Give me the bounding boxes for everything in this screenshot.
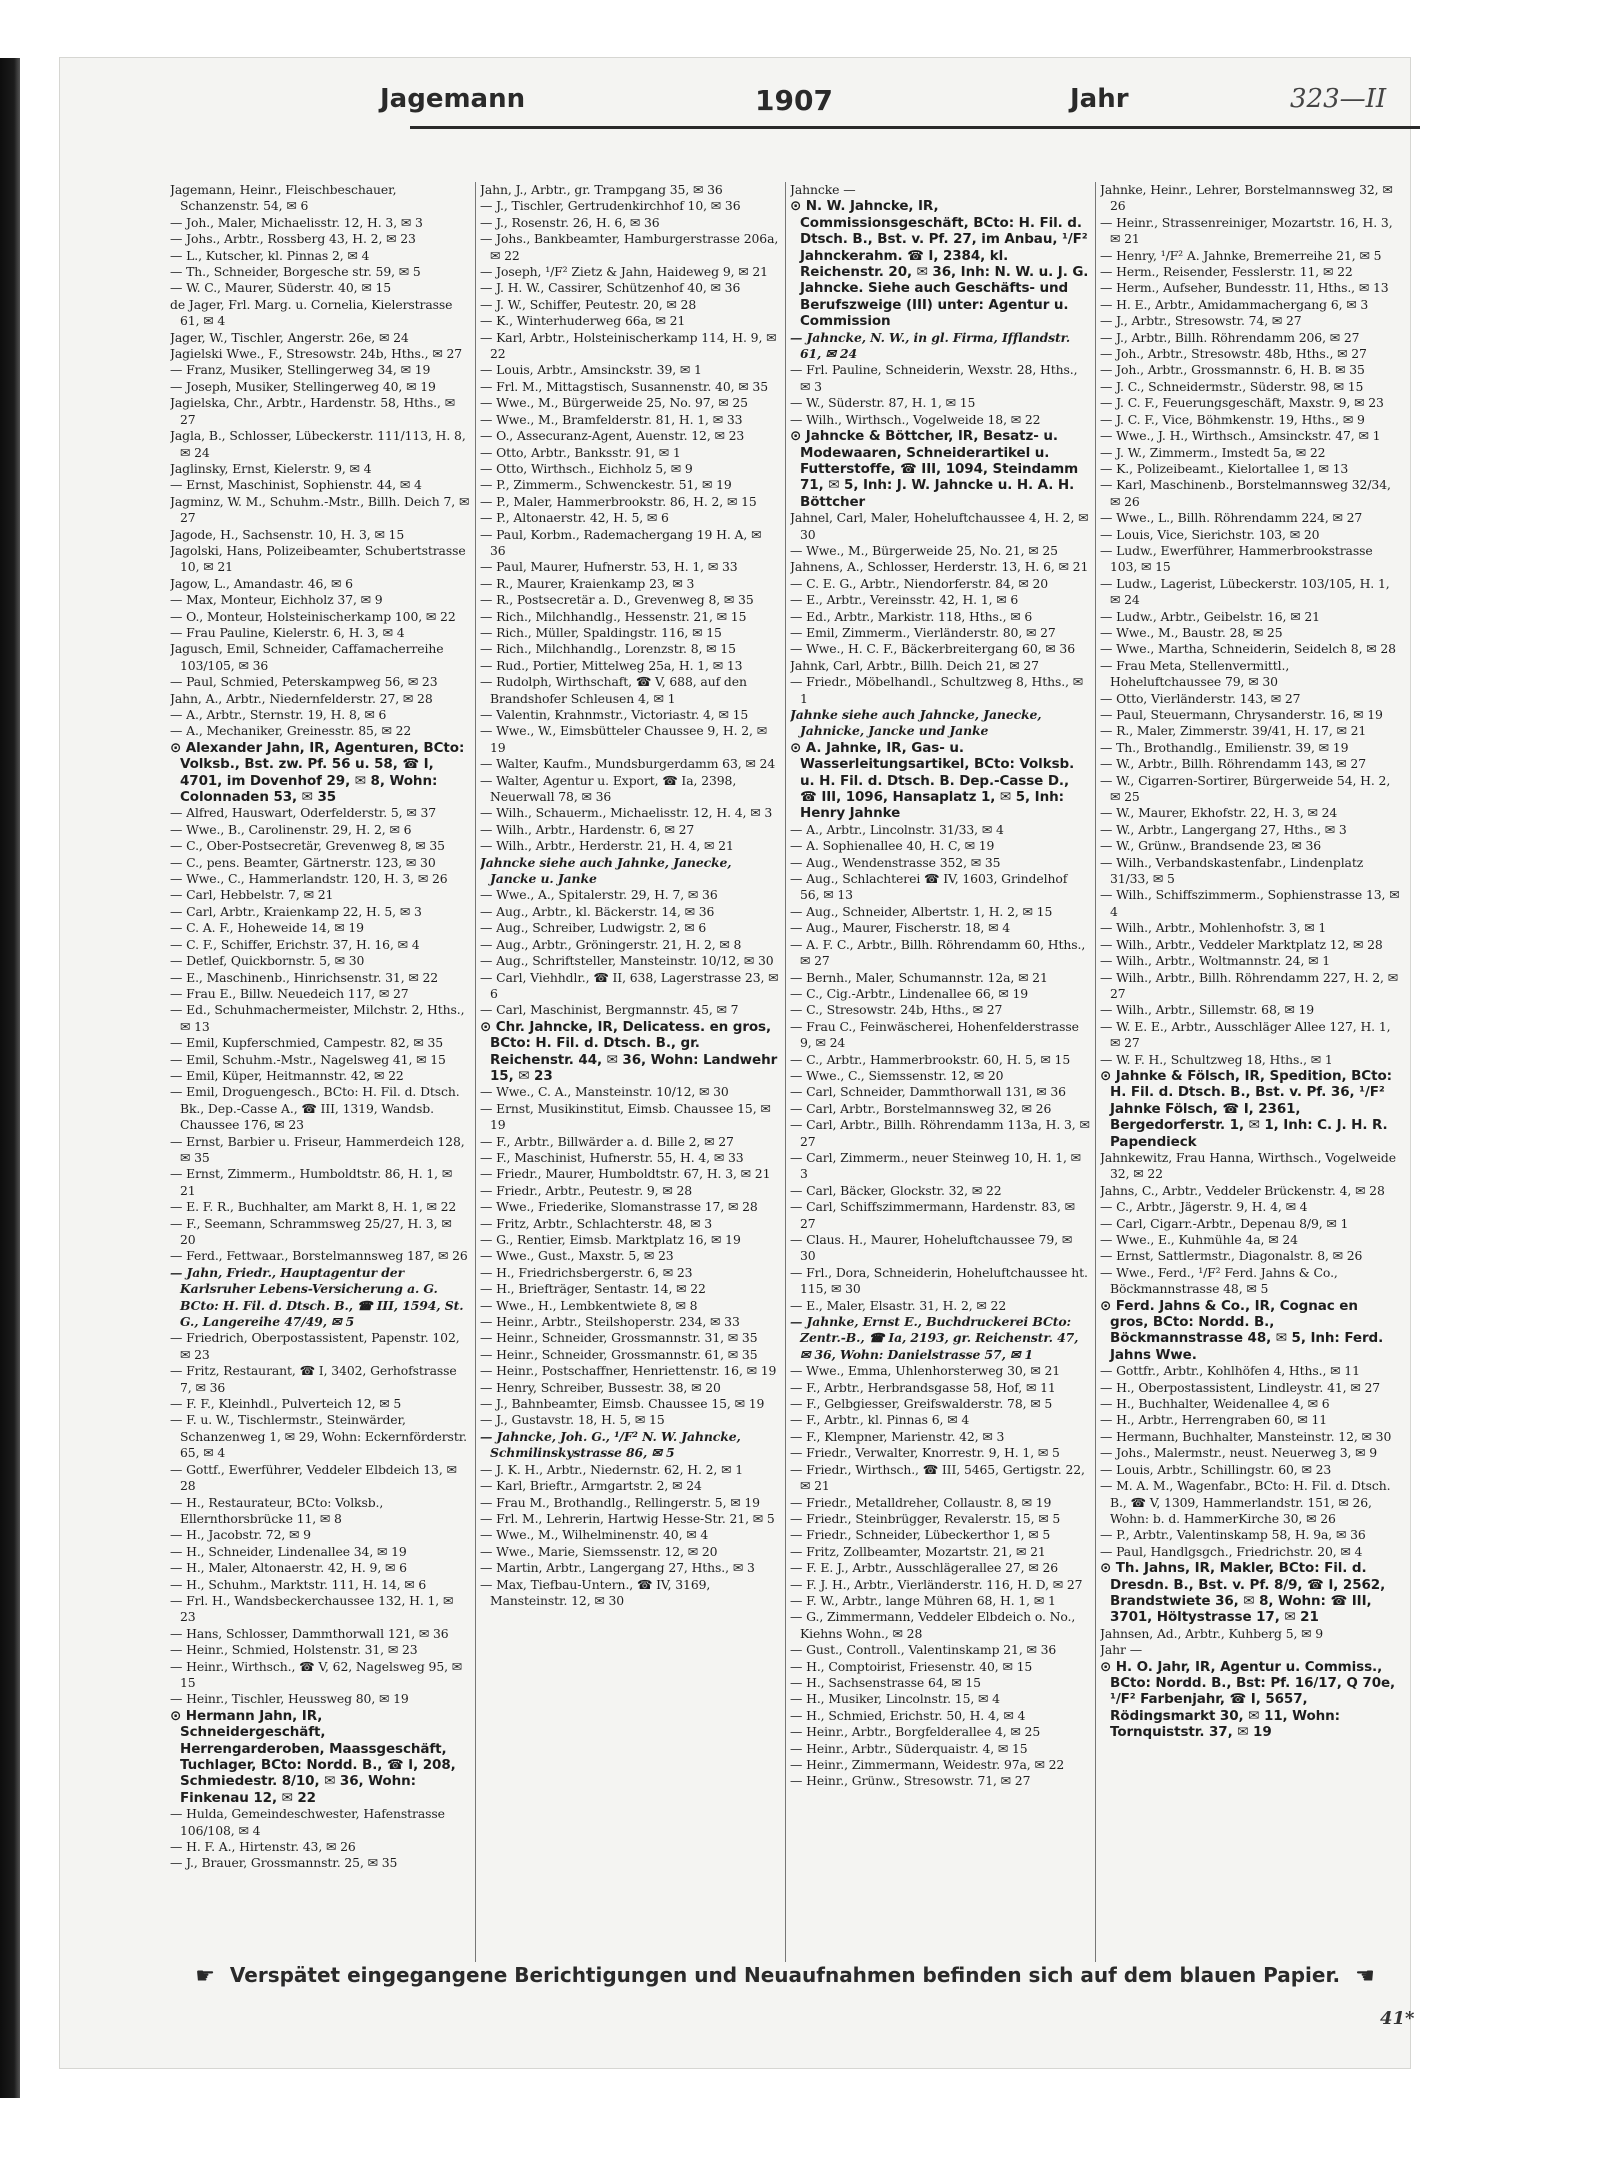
directory-entry: — Frau Pauline, Kielerstr. 6, H. 3, ✉ 4: [170, 624, 405, 640]
directory-entry: Jagolski, Hans, Polizeibeamter, Schubertstrasse 10, ✉ 21: [170, 542, 466, 575]
directory-entry: — Carl, Schneider, Dammthorwall 131, ✉ 36: [790, 1084, 1066, 1100]
directory-entry: — H., Schneider, Lindenallee 34, ✉ 19: [170, 1543, 407, 1559]
directory-entry: — J. C. F., Feuerungsgeschäft, Maxstr. 9, ✉ 23: [1100, 395, 1384, 411]
directory-entry: — Wwe., M., Bürgerweide 25, No. 97, ✉ 25: [480, 395, 748, 411]
directory-entry: Jahnkewitz, Frau Hanna, Wirthsch., Vogelweide 32, ✉ 22: [1100, 1149, 1396, 1182]
directory-entry: — F., Klempner, Marienstr. 42, ✉ 3: [790, 1428, 1005, 1444]
directory-entry: — F., Arbtr., Billwärder a. d. Bille 2, ✉ 27: [480, 1133, 734, 1149]
directory-entry: — Friedr., Wirthsch., ☎ III, 5465, Gertigstr. 22, ✉ 21: [790, 1461, 1085, 1494]
directory-entry: Jahnens, A., Schlosser, Herderstr. 13, H. 6, ✉ 21: [790, 559, 1089, 575]
directory-entry: — Otto, Vierländerstr. 143, ✉ 27: [1100, 690, 1301, 706]
directory-entry: — H., Jacobstr. 72, ✉ 9: [170, 1527, 311, 1543]
directory-entry: — Wwe., C., Hammerlandstr. 120, H. 3, ✉ 26: [170, 871, 448, 887]
directory-entry: — Emil, Zimmerm., Vierländerstr. 80, ✉ 27: [790, 624, 1056, 640]
directory-entry: — Wwe., M., Wilhelminenstr. 40, ✉ 4: [480, 1527, 709, 1543]
directory-entry: — W., Maurer, Ekhofstr. 22, H. 3, ✉ 24: [1100, 805, 1338, 821]
directory-entry: — Wilh., Arbtr., Hardenstr. 6, ✉ 27: [480, 821, 695, 837]
directory-entry: — J., Rosenstr. 26, H. 6, ✉ 36: [480, 214, 660, 230]
directory-entry: — Herm., Aufseher, Bundesstr. 11, Hths., ✉ 13: [1100, 280, 1389, 296]
directory-entry: — Paul, Korbm., Rademachergang 19 H. A, ✉ 36: [480, 526, 762, 558]
directory-entry: — K., Polizeibeamt., Kielortallee 1, ✉ 13: [1100, 460, 1349, 476]
directory-entry: — Wwe., Gust., Maxstr. 5, ✉ 23: [480, 1248, 674, 1264]
scan-dark-edge: [0, 58, 20, 2098]
directory-entry: — F., Arbtr., kl. Pinnas 6, ✉ 4: [790, 1412, 970, 1428]
directory-entry: — Ludw., Ewerführer, Hammerbrookstrasse 103, ✉ 15: [1100, 542, 1373, 575]
directory-entry: Jagode, H., Sachsenstr. 10, H. 3, ✉ 15: [170, 526, 405, 542]
directory-entry: — Ernst, Maschinist, Sophienstr. 44, ✉ 4: [170, 477, 422, 493]
directory-entry: — F., Gelbgiesser, Greifswalderstr. 78, ✉ 5: [790, 1396, 1053, 1412]
directory-entry: — Rud., Portier, Mittelweg 25a, H. 1, ✉ 13: [480, 657, 743, 673]
directory-entry: Jaglinsky, Ernst, Kielerstr. 9, ✉ 4: [170, 460, 372, 476]
directory-entry: — H., Comptoirist, Friesenstr. 40, ✉ 15: [790, 1658, 1033, 1674]
column-divider: [475, 182, 476, 1962]
directory-entry: — Franz, Musiker, Stellingerweg 34, ✉ 19: [170, 362, 431, 378]
directory-entry: — Heinr., Tischler, Heussweg 80, ✉ 19: [170, 1691, 409, 1707]
directory-entry: — W. F. H., Schultzweg 18, Hths., ✉ 1: [1100, 1051, 1333, 1067]
directory-entry: Jahn, A., Arbtr., Niedernfelderstr. 27, ✉ 28: [170, 690, 433, 706]
directory-entry: — H., Oberpostassistent, Lindleystr. 41, ✉ 27: [1100, 1379, 1381, 1395]
directory-entry: — H., Schuhm., Marktstr. 111, H. 14, ✉ 6: [170, 1576, 427, 1592]
directory-entry: — Martin, Arbtr., Langergang 27, Hths., ✉ 3: [480, 1560, 755, 1576]
directory-entry: — Friedr., Metalldreher, Collaustr. 8, ✉ 19: [790, 1494, 1052, 1510]
column-divider: [785, 182, 786, 1962]
directory-entry: — Wilh., Arbtr., Herderstr. 21, H. 4, ✉ 21: [480, 838, 734, 854]
directory-entry: — Heinr., Schneider, Grossmannstr. 61, ✉ 35: [480, 1346, 758, 1362]
directory-entry: — Ernst, Musikinstitut, Eimsb. Chaussee 15, ✉ 19: [480, 1100, 771, 1133]
directory-entry: — Carl, Arbtr., Borstelmannsweg 32, ✉ 26: [790, 1100, 1052, 1116]
directory-entry: — Ernst, Sattlermstr., Diagonalstr. 8, ✉ 26: [1100, 1248, 1363, 1264]
directory-entry: — Paul, Maurer, Hufnerstr. 53, H. 1, ✉ 33: [480, 559, 738, 575]
directory-entry: — Claus. H., Maurer, Hoheluftchaussee 79, ✉ 30: [790, 1232, 1073, 1264]
directory-entry: — Wwe., C., Siemssenstr. 12, ✉ 20: [790, 1067, 1004, 1083]
directory-entry: — Wwe., W., Eimsbütteler Chaussee 9, H. 2, ✉ 19: [480, 723, 768, 755]
directory-entry: — Wilh., Arbtr., Mohlenhofstr. 3, ✉ 1: [1100, 920, 1327, 936]
directory-entry: — Emil, Droguengesch., BCto: H. Fil. d. Dtsch. Bk., Dep.-Casse A., ☎ III, 1319, Wandsb. Chaussee 176, ✉ 23: [170, 1084, 460, 1133]
directory-entry: — Jahnke, Ernst E., Buchdruckerei BCto: Zentr.-B., ☎ Ia, 2193, gr. Reichenstr. 47, ✉ 36, Wohn: Danielstrasse 57, ✉ 1: [790, 1314, 1079, 1362]
directory-entry: — Heinr., Schmied, Holstenstr. 31, ✉ 23: [170, 1642, 418, 1658]
directory-entry: ⊙ Chr. Jahncke, IR, Delicatess. en gros, BCto: H. Fil. d. Dtsch. B., gr. Reichenstr. 44, ✉ 36, Wohn: Landwehr 15, ✉ 23: [480, 1018, 778, 1084]
directory-entry: — Wwe., Martha, Schneiderin, Seidelch 8, ✉ 28: [1100, 641, 1396, 657]
directory-entry: Jahns, C., Arbtr., Veddeler Brückenstr. 4, ✉ 28: [1100, 1182, 1385, 1198]
directory-entry: — Wilh., Arbtr., Woltmannstr. 24, ✉ 1: [1100, 953, 1331, 969]
directory-entry: — Frau E., Billw. Neuedeich 117, ✉ 27: [170, 985, 409, 1001]
directory-entry: — Friedr., Maurer, Humboldtstr. 67, H. 3, ✉ 21: [480, 1166, 771, 1182]
directory-entry: — Wwe., Marie, Siemssenstr. 12, ✉ 20: [480, 1543, 718, 1559]
directory-entry: — Wilh., Arbtr., Veddeler Marktplatz 12, ✉ 28: [1100, 936, 1383, 952]
directory-entry: — Paul, Handlgsgch., Friedrichstr. 20, ✉ 4: [1100, 1543, 1363, 1559]
directory-entry: — G., Zimmermann, Veddeler Elbdeich o. No., Kiehns Wohn., ✉ 28: [790, 1609, 1076, 1641]
directory-entry: — Frau C., Feinwäscherei, Hohenfelderstrasse 9, ✉ 24: [790, 1018, 1079, 1051]
directory-entry: — L., Kutscher, kl. Pinnas 2, ✉ 4: [170, 247, 370, 263]
directory-entry: — Heinr., Zimmermann, Weidestr. 97a, ✉ 22: [790, 1757, 1065, 1772]
directory-entry: — Joh., Arbtr., Grossmannstr. 6, H. B. ✉ 35: [1100, 362, 1365, 378]
directory-entry: — Carl, Arbtr., Kraienkamp 22, H. 5, ✉ 3: [170, 903, 422, 919]
directory-entry: — F. W., Arbtr., lange Mühren 68, H. 1, ✉ 1: [790, 1592, 1056, 1608]
directory-entry: — Heinr., Wirthsch., ☎ V, 62, Nagelsweg 95, ✉ 15: [170, 1658, 463, 1690]
directory-entry: — Frau Meta, Stellenvermittl., Hoheluftchaussee 79, ✉ 30: [1100, 657, 1290, 690]
directory-entry: Jagielski Wwe., F., Stresowstr. 24b, Hths., ✉ 27: [170, 346, 463, 362]
directory-entry: — Karl, Maschinenb., Borstelmannsweg 32/34, ✉ 26: [1100, 477, 1391, 509]
directory-entry: — Aug., Arbtr., kl. Bäckerstr. 14, ✉ 36: [480, 903, 715, 919]
directory-entry: — Herm., Reisender, Fesslerstr. 11, ✉ 22: [1100, 264, 1353, 280]
directory-entry: — W. E. E., Arbtr., Ausschläger Allee 127, H. 1, ✉ 27: [1100, 1018, 1391, 1051]
directory-entry: — Hulda, Gemeindeschwester, Hafenstrasse 106/108, ✉ 4: [170, 1806, 445, 1838]
column-3: [790, 182, 1090, 1962]
header-surname-right: Jahr: [1070, 84, 1129, 114]
directory-entry: — Walter, Agentur u. Export, ☎ Ia, 2398, Neuerwall 78, ✉ 36: [480, 772, 737, 805]
directory-entry: — Th., Schneider, Borgesche str. 59, ✉ 5: [170, 264, 421, 280]
directory-entry: — Heinr., Arbtr., Steilshoperstr. 234, ✉ 33: [480, 1314, 740, 1330]
directory-entry: Jahncke —: [790, 182, 856, 197]
directory-entry: — Frl. H., Wandsbeckerchaussee 132, H. 1, ✉ 23: [170, 1592, 454, 1625]
directory-entry: — Ed., Arbtr., Markistr. 118, Hths., ✉ 6: [790, 608, 1033, 624]
directory-entry: — E., Maschinenb., Hinrichsenstr. 31, ✉ 22: [170, 969, 439, 985]
directory-entry: — F., Seemann, Schrammsweg 25/27, H. 3, ✉ 20: [170, 1215, 452, 1247]
directory-entry: — Aug., Maurer, Fischerstr. 18, ✉ 4: [790, 920, 1010, 936]
directory-entry: — Frl., Dora, Schneiderin, Hoheluftchaussee ht. 115, ✉ 30: [790, 1264, 1088, 1297]
directory-entry: Jahnsen, Ad., Arbtr., Kuhberg 5, ✉ 9: [1100, 1625, 1324, 1641]
directory-entry: — Wwe., Friederike, Slomanstrasse 17, ✉ 28: [480, 1199, 758, 1215]
directory-entry: — Walter, Kaufm., Mundsburgerdamm 63, ✉ 24: [480, 756, 776, 772]
directory-entry: ⊙ Jahnke & Fölsch, IR, Spedition, BCto: H. Fil. d. Dtsch. B., Bst. v. Pf. 36, ¹/F² Jahnke Fölsch, ☎ I, 2361, Bergedorferstr. 1, ✉ 1, Inh: C. J. H. R. Papendieck: [1100, 1067, 1392, 1150]
directory-entry: — Heinr., Arbtr., Borgfelderallee 4, ✉ 25: [790, 1724, 1041, 1740]
directory-entry: — Heinr., Schneider, Grossmannstr. 31, ✉ 35: [480, 1330, 758, 1346]
directory-entry: — F. E. J., Arbtr., Ausschlägerallee 27, ✉ 26: [790, 1560, 1059, 1576]
directory-entry: — H., Friedrichsbergerstr. 6, ✉ 23: [480, 1264, 693, 1280]
directory-entry: — Hermann, Buchhalter, Mansteinstr. 12, ✉ 30: [1100, 1428, 1392, 1444]
directory-entry: — Wwe., B., Carolinenstr. 29, H. 2, ✉ 6: [170, 821, 412, 837]
directory-entry: — Rich., Milchhandlg., Lorenzstr. 8, ✉ 15: [480, 641, 736, 657]
directory-entry: — Aug., Wendenstrasse 352, ✉ 35: [790, 854, 1001, 870]
directory-entry: — Friedr., Arbtr., Peutestr. 9, ✉ 28: [480, 1182, 693, 1198]
directory-entry: — R., Postsecretär a. D., Grevenweg 8, ✉ 35: [480, 592, 754, 608]
directory-entry: — Alfred, Hauswart, Oderfelderstr. 5, ✉ 37: [170, 805, 437, 821]
directory-entry: — Rich., Milchhandlg., Hessenstr. 21, ✉ 15: [480, 608, 747, 624]
directory-entry: — H., Sachsenstrasse 64, ✉ 15: [790, 1674, 981, 1690]
header-page-ref: 323—II: [1290, 84, 1387, 114]
directory-entry: — K., Winterhuderweg 66a, ✉ 21: [480, 313, 686, 329]
directory-entry: — A., Arbtr., Lincolnstr. 31/33, ✉ 4: [790, 821, 1004, 837]
directory-entry: — J., Brauer, Grossmannstr. 25, ✉ 35: [170, 1855, 398, 1871]
header-year: 1907: [755, 84, 833, 117]
directory-entry: — J. W., Zimmerm., Imstedt 5a, ✉ 22: [1100, 444, 1326, 460]
directory-entry: — Wwe., Emma, Uhlenhorsterweg 30, ✉ 21: [790, 1363, 1061, 1379]
directory-entry: — Wwe., H. C. F., Bäckerbreitergang 60, ✉ 36: [790, 641, 1075, 657]
directory-entry: — J., Arbtr., Billh. Röhrendamm 206, ✉ 27: [1100, 329, 1360, 345]
directory-entry: — A., Arbtr., Sternstr. 19, H. 8, ✉ 6: [170, 707, 387, 722]
directory-entry: — Paul, Steuermann, Chrysanderstr. 16, ✉ 19: [1100, 707, 1383, 722]
directory-entry: — E., Maler, Elsastr. 31, H. 2, ✉ 22: [790, 1297, 1007, 1313]
directory-entry: — Friedr., Möbelhandl., Schultzweg 8, Hths., ✉ 1: [790, 674, 1084, 706]
directory-entry: — Rudolph, Wirthschaft, ☎ V, 688, auf den Brandshofer Schleusen 4, ✉ 1: [480, 674, 747, 706]
directory-entry: — H., Schmied, Erichstr. 50, H. 4, ✉ 4: [790, 1707, 1026, 1723]
directory-entry: — Johs., Arbtr., Rossberg 43, H. 2, ✉ 23: [170, 231, 416, 247]
directory-entry: Jahnel, Carl, Maler, Hoheluftchaussee 4, H. 2, ✉ 30: [790, 510, 1089, 542]
directory-entry: — J., Arbtr., Stresowstr. 74, ✉ 27: [1100, 313, 1302, 329]
directory-entry: — A., Mechaniker, Greinesstr. 85, ✉ 22: [170, 723, 412, 739]
directory-entry: — Frl. Pauline, Schneiderin, Wexstr. 28, Hths., ✉ 3: [790, 362, 1078, 394]
directory-entry: — W., Grünw., Brandsende 23, ✉ 36: [1100, 838, 1322, 854]
directory-entry: — J., Gustavstr. 18, H. 5, ✉ 15: [480, 1412, 665, 1428]
directory-entry: ⊙ Jahncke & Böttcher, IR, Besatz- u. Modewaaren, Schneiderartikel u. Futterstoffe, ☎ III, 1094, Steindamm 71, ✉ 5, Inh: J. W. Jahncke u. H. A. H. Böttcher: [790, 428, 1079, 510]
directory-entry: — H. E., Arbtr., Amidammachergang 6, ✉ 3: [1100, 296, 1369, 312]
page-number: 41*: [1380, 2008, 1415, 2029]
directory-entry: Jagusch, Emil, Schneider, Caffamacherreihe 103/105, ✉ 36: [170, 641, 444, 673]
directory-entry: de Jager, Frl. Marg. u. Cornelia, Kielerstrasse 61, ✉ 4: [170, 296, 453, 329]
directory-entry: — Carl, Schiffszimmermann, Hardenstr. 83, ✉ 27: [790, 1199, 1075, 1231]
directory-entry: — Wilh., Verbandskastenfabr., Lindenplatz 31/33, ✉ 5: [1100, 854, 1364, 887]
directory-entry: Jahncke siehe auch Jahnke, Janecke, Jancke u. Janke: [480, 854, 732, 887]
directory-entry: — Jahncke, N. W., in gl. Firma, Ifflandstr. 61, ✉ 24: [790, 329, 1071, 362]
directory-entry: — A. F. C., Arbtr., Billh. Röhrendamm 60, Hths., ✉ 27: [790, 936, 1086, 969]
directory-entry: — F., Arbtr., Herbrandsgasse 58, Hof, ✉ 11: [790, 1379, 1056, 1395]
directory-entry: — Ed., Schuhmachermeister, Milchstr. 2, Hths., ✉ 13: [170, 1002, 465, 1034]
pointing-hand-icon: ☛: [195, 1964, 215, 1989]
footer-notice-text: Verspätet eingegangene Berichtigungen und Neuaufnahmen befinden sich auf dem blauen Papier.: [229, 1963, 1341, 1987]
directory-entry: Jagminz, W. M., Schuhm.-Mstr., Billh. Deich 7, ✉ 27: [170, 493, 470, 526]
directory-entry: — Th., Brothandlg., Emilienstr. 39, ✉ 19: [1100, 739, 1349, 755]
directory-entry: Jager, W., Tischler, Angerstr. 26e, ✉ 24: [170, 329, 409, 345]
directory-entry: — Ernst, Barbier u. Friseur, Hammerdeich 128, ✉ 35: [170, 1133, 465, 1165]
directory-entry: — Wwe., M., Baustr. 28, ✉ 25: [1100, 624, 1283, 640]
directory-entry: — Valentin, Krahnmstr., Victoriastr. 4, ✉ 15: [480, 707, 749, 722]
directory-entry: Jagemann, Heinr., Fleischbeschauer, Schanzenstr. 54, ✉ 6: [170, 182, 397, 214]
directory-entry: — Aug., Arbtr., Gröningerstr. 21, H. 2, ✉ 8: [480, 936, 742, 952]
directory-entry: ⊙ H. O. Jahr, IR, Agentur u. Commiss., BCto: Nordd. B., Bst: Pf. 16/17, Q 70e, ¹/F² Farbenjahr, ☎ I, 5657, Rödingsmarkt 30, ✉ 11, Wohn: Tornquiststr. 37, ✉ 19: [1100, 1658, 1396, 1741]
directory-entry: — P., Maler, Hammerbrookstr. 86, H. 2, ✉ 15: [480, 493, 757, 509]
directory-entry: — Wilh., Arbtr., Billh. Röhrendamm 227, H. 2, ✉ 27: [1100, 969, 1398, 1001]
directory-entry: Jagow, L., Amandastr. 46, ✉ 6: [170, 575, 353, 591]
directory-entry: Jagla, B., Schlosser, Lübeckerstr. 111/113, H. 8, ✉ 24: [170, 428, 466, 460]
directory-entry: — H., Buchhalter, Weidenallee 4, ✉ 6: [1100, 1396, 1330, 1412]
directory-entry: — C. E. G., Arbtr., Niendorferstr. 84, ✉ 20: [790, 575, 1049, 591]
directory-entry: — Karl, Brieftr., Armgartstr. 2, ✉ 24: [480, 1478, 702, 1494]
directory-entry: — W., Süderstr. 87, H. 1, ✉ 15: [790, 395, 976, 411]
directory-entry: — Wwe., M., Bramfelderstr. 81, H. 1, ✉ 33: [480, 411, 743, 427]
directory-entry: Jagielska, Chr., Arbtr., Hardenstr. 58, Hths., ✉ 27: [170, 395, 455, 427]
directory-entry: — Wwe., A., Spitalerstr. 29, H. 7, ✉ 36: [480, 887, 718, 903]
directory-entry: Jahn, J., Arbtr., gr. Trampgang 35, ✉ 36: [480, 182, 723, 197]
directory-entry: — H. F. A., Hirtenstr. 43, ✉ 26: [170, 1839, 356, 1855]
directory-entry: — Wwe., H., Lembkentwiete 8, ✉ 8: [480, 1297, 698, 1313]
directory-entry: — W., Cigarren-Sortirer, Bürgerweide 54, H. 2, ✉ 25: [1100, 772, 1391, 805]
directory-entry: — Heinr., Postschaffner, Henriettenstr. 16, ✉ 19: [480, 1363, 777, 1379]
directory-entry: Jahnk, Carl, Arbtr., Billh. Deich 21, ✉ 27: [790, 657, 1039, 673]
directory-entry: — H., Briefträger, Sentastr. 14, ✉ 22: [480, 1281, 706, 1297]
directory-entry: — E., Arbtr., Vereinsstr. 42, H. 1, ✉ 6: [790, 592, 1019, 608]
directory-entry: ⊙ Ferd. Jahns & Co., IR, Cognac en gros, BCto: Nordd. B., Böckmannstrasse 48, ✉ 5, Inh: Ferd. Jahns Wwe.: [1100, 1297, 1384, 1363]
directory-entry: — Max, Monteur, Eichholz 37, ✉ 9: [170, 592, 383, 608]
directory-entry: — Frl. M., Mittagstisch, Susannenstr. 40, ✉ 35: [480, 378, 768, 394]
directory-entry: — Joseph, Musiker, Stellingerweg 40, ✉ 19: [170, 378, 436, 394]
directory-entry: — R., Maurer, Kraienkamp 23, ✉ 3: [480, 575, 695, 591]
directory-entry: — J. C., Schneidermstr., Süderstr. 98, ✉ 15: [1100, 378, 1364, 394]
directory-entry: — Karl, Arbtr., Holsteinischerkamp 114, H. 9, ✉ 22: [480, 329, 777, 362]
directory-entry: — W., Arbtr., Billh. Röhrendamm 143, ✉ 27: [1100, 756, 1366, 772]
directory-entry: — Henry, Schreiber, Bussestr. 38, ✉ 20: [480, 1379, 721, 1395]
directory-entry: — F. F., Kleinhdl., Pulverteich 12, ✉ 5: [170, 1396, 402, 1412]
directory-entry: — Rich., Müller, Spaldingstr. 116, ✉ 15: [480, 624, 722, 640]
directory-entry: — Paul, Schmied, Peterskampweg 56, ✉ 23: [170, 674, 438, 690]
directory-entry: — Heinr., Grünw., Stresowstr. 71, ✉ 27: [790, 1773, 1031, 1789]
directory-entry: — Fritz, Zollbeamter, Mozartstr. 21, ✉ 21: [790, 1543, 1046, 1559]
column-1: [170, 182, 470, 1962]
directory-entry: — C., Cig.-Arbtr., Lindenallee 66, ✉ 19: [790, 985, 1029, 1001]
directory-entry: — Wwe., L., Billh. Röhrendamm 224, ✉ 27: [1100, 510, 1363, 526]
directory-entry: — J. K. H., Arbtr., Niedernstr. 62, H. 2, ✉ 1: [480, 1461, 743, 1477]
directory-entry: ⊙ A. Jahnke, IR, Gas- u. Wasserleitungsartikel, BCto: Volksb. u. H. Fil. d. Dtsch. B. Dep.-Casse D., ☎ III, 1096, Hansaplatz 1, ✉ 5, Inh: Henry Jahnke: [790, 739, 1075, 822]
directory-entry: — R., Maler, Zimmerstr. 39/41, H. 17, ✉ 21: [1100, 723, 1367, 739]
directory-entry: — C., pens. Beamter, Gärtnerstr. 123, ✉ 30: [170, 854, 436, 870]
directory-entry: — Emil, Küper, Heitmannstr. 42, ✉ 22: [170, 1067, 404, 1083]
directory-entry: — C., Arbtr., Hammerbrookstr. 60, H. 5, ✉ 15: [790, 1051, 1071, 1067]
directory-entry: — Jahncke, Joh. G., ¹/F² N. W. Jahncke, Schmilinskystrasse 86, ✉ 5: [480, 1428, 741, 1461]
directory-entry: — Wilh., Arbtr., Sillemstr. 68, ✉ 19: [1100, 1002, 1315, 1018]
directory-columns: [170, 182, 1410, 1962]
directory-entry: — P., Zimmerm., Schwenckestr. 51, ✉ 19: [480, 477, 732, 493]
directory-entry: — Fritz, Arbtr., Schlachterstr. 48, ✉ 3: [480, 1215, 712, 1231]
directory-entry: — Carl, Maschinist, Bergmannstr. 45, ✉ 7: [480, 1002, 739, 1018]
directory-entry: — Emil, Kupferschmied, Campestr. 82, ✉ 35: [170, 1035, 444, 1051]
directory-entry: — Otto, Wirthsch., Eichholz 5, ✉ 9: [480, 460, 693, 476]
directory-entry: — Gottf., Ewerführer, Veddeler Elbdeich 13, ✉ 28: [170, 1461, 457, 1494]
directory-entry: — Carl, Zimmerm., neuer Steinweg 10, H. 1, ✉ 3: [790, 1149, 1081, 1182]
directory-entry: Jahr —: [1100, 1642, 1142, 1658]
directory-entry: ⊙ Th. Jahns, IR, Makler, BCto: Fil. d. Dresdn. B., Bst. v. Pf. 8/9, ☎ I, 2562, Brandstwiete 36, ✉ 8, Wohn: ☎ III, 3701, Höltystrasse 17, ✉ 21: [1100, 1560, 1386, 1626]
directory-entry: — C., Arbtr., Jägerstr. 9, H. 4, ✉ 4: [1100, 1199, 1308, 1215]
directory-entry: — Carl, Cigarr.-Arbtr., Depenau 8/9, ✉ 1: [1100, 1215, 1349, 1231]
directory-entry: — O., Assecuranz-Agent, Auenstr. 12, ✉ 23: [480, 428, 745, 444]
directory-entry: — Carl, Bäcker, Glockstr. 32, ✉ 22: [790, 1182, 1002, 1198]
directory-entry: — H., Musiker, Lincolnstr. 15, ✉ 4: [790, 1691, 1000, 1707]
directory-entry: — F. J. H., Arbtr., Vierländerstr. 116, H. D, ✉ 27: [790, 1576, 1083, 1592]
directory-entry: — P., Altonaerstr. 42, H. 5, ✉ 6: [480, 510, 669, 526]
header-rule: [410, 126, 1420, 129]
directory-entry: — Louis, Arbtr., Amsinckstr. 39, ✉ 1: [480, 362, 702, 378]
directory-entry: — Ferd., Fettwaar., Borstelmannsweg 187, ✉ 26: [170, 1248, 468, 1264]
directory-entry: — Wilh., Schauerm., Michaelisstr. 12, H. 4, ✉ 3: [480, 805, 773, 821]
directory-entry: — Otto, Arbtr., Banksstr. 91, ✉ 1: [480, 444, 681, 460]
directory-entry: ⊙ Hermann Jahn, IR, Schneidergeschäft, Herrengarderoben, Maassgeschäft, Tuchlager, BCto: Nordd. B., ☎ I, 208, Schmiedestr. 8/10, ✉ 36, Wohn: Finkenau 12, ✉ 22: [170, 1707, 456, 1806]
directory-entry: — O., Monteur, Holsteinischerkamp 100, ✉ 22: [170, 608, 456, 624]
directory-entry: — J., Tischler, Gertrudenkirchhof 10, ✉ 36: [480, 198, 741, 214]
directory-entry: — Ernst, Zimmerm., Humboldtstr. 86, H. 1, ✉ 21: [170, 1166, 453, 1198]
directory-entry: — C. F., Schiffer, Erichstr. 37, H. 16, ✉ 4: [170, 936, 420, 952]
directory-entry: — Fritz, Restaurant, ☎ I, 3402, Gerhofstrasse 7, ✉ 36: [170, 1363, 457, 1395]
directory-entry: — Gust., Controll., Valentinskamp 21, ✉ 36: [790, 1642, 1057, 1658]
column-divider: [1095, 182, 1096, 1962]
directory-entry: — Joseph, ¹/F² Zietz & Jahn, Haideweg 9, ✉ 21: [480, 264, 768, 280]
directory-entry: — Louis, Arbtr., Schillingstr. 60, ✉ 23: [1100, 1461, 1332, 1477]
directory-entry: — Max, Tiefbau-Untern., ☎ IV, 3169, Mansteinstr. 12, ✉ 30: [480, 1576, 711, 1608]
directory-entry: — Wilh., Schiffszimmerm., Sophienstrasse 13, ✉ 4: [1100, 887, 1400, 919]
directory-entry: — Friedr., Steinbrügger, Revalerstr. 15, ✉ 5: [790, 1510, 1061, 1526]
directory-entry: — Wwe., Ferd., ¹/F² Ferd. Jahns & Co., Böckmannstrasse 48, ✉ 5: [1100, 1264, 1338, 1297]
directory-entry: — Johs., Bankbeamter, Hamburgerstrasse 206a, ✉ 22: [480, 231, 779, 263]
directory-entry: — Aug., Schriftsteller, Mansteinstr. 10/12, ✉ 30: [480, 953, 774, 969]
directory-entry: — Joh., Maler, Michaelisstr. 12, H. 3, ✉ 3: [170, 214, 423, 230]
directory-entry: — G., Rentier, Eimsb. Marktplatz 16, ✉ 19: [480, 1232, 741, 1247]
directory-entry: — Aug., Schlachterei ☎ IV, 1603, Grindelhof 56, ✉ 13: [790, 871, 1068, 903]
directory-entry: — M. A. M., Wagenfabr., BCto: H. Fil. d. Dtsch. B., ☎ V, 1309, Hammerlandstr. 151, ✉ 26, Wohn: b. d. HammerKirche 30, ✉ 26: [1100, 1478, 1391, 1526]
pointing-hand-icon: ☚: [1355, 1964, 1375, 1989]
directory-entry: — Wwe., J. H., Wirthsch., Amsinckstr. 47, ✉ 1: [1100, 428, 1381, 444]
directory-entry: — H., Arbtr., Herrengraben 60, ✉ 11: [1100, 1412, 1328, 1428]
directory-entry: — Carl, Hebbelstr. 7, ✉ 21: [170, 887, 334, 903]
directory-entry: — W. C., Maurer, Süderstr. 40, ✉ 15: [170, 280, 392, 296]
directory-entry: — Joh., Arbtr., Stresowstr. 48b, Hths., ✉ 27: [1100, 346, 1367, 362]
directory-entry: — Gottfr., Arbtr., Kohlhöfen 4, Hths., ✉ 11: [1100, 1363, 1360, 1379]
directory-entry: — Wwe., M., Bürgerweide 25, No. 21, ✉ 25: [790, 542, 1058, 558]
directory-entry: — H., Restaurateur, BCto: Volksb., Ellernthorsbrücke 11, ✉ 8: [170, 1494, 384, 1526]
directory-entry: — Heinr., Strassenreiniger, Mozartstr. 16, H. 3, ✉ 21: [1100, 214, 1393, 247]
directory-entry: — Friedr., Verwalter, Knorrestr. 9, H. 1, ✉ 5: [790, 1445, 1060, 1461]
directory-entry: — P., Arbtr., Valentinskamp 58, H. 9a, ✉ 36: [1100, 1527, 1366, 1543]
directory-entry: — W., Arbtr., Langergang 27, Hths., ✉ 3: [1100, 821, 1347, 837]
directory-entry: — J. W., Schiffer, Peutestr. 20, ✉ 28: [480, 296, 697, 312]
directory-entry: — Wilh., Wirthsch., Vogelweide 18, ✉ 22: [790, 411, 1041, 427]
header-surname-left: Jagemann: [380, 84, 526, 114]
directory-entry: — Hans, Schlosser, Dammthorwall 121, ✉ 36: [170, 1625, 449, 1641]
footer-notice: [170, 1963, 1400, 1993]
directory-entry: — F. u. W., Tischlermstr., Steinwärder, Schanzenweg 1, ✉ 29, Wohn: Eckernförderstr. 65, ✉ 4: [170, 1412, 467, 1461]
directory-entry: — Wwe., E., Kuhmühle 4a, ✉ 24: [1100, 1232, 1298, 1247]
directory-entry: — Aug., Schneider, Albertstr. 1, H. 2, ✉ 15: [790, 903, 1053, 919]
column-2: [480, 182, 780, 1962]
directory-entry: — Heinr., Arbtr., Süderquaistr. 4, ✉ 15: [790, 1740, 1028, 1756]
directory-entry: Jahnke siehe auch Jahncke, Janecke, Jahnicke, Jancke und Janke: [790, 707, 1042, 739]
directory-entry: ⊙ Alexander Jahn, IR, Agenturen, BCto: Volksb., Bst. zw. Pf. 56 u. 58, ☎ I, 4701, im Dovenhof 29, ✉ 8, Wohn: Colonnaden 53, ✉ 35: [170, 739, 465, 806]
directory-entry: — Carl, Arbtr., Billh. Röhrendamm 113a, H. 3, ✉ 27: [790, 1117, 1090, 1149]
directory-entry: — Friedrich, Oberpostassistent, Papenstr. 102, ✉ 23: [170, 1330, 460, 1362]
directory-entry: — Frl. M., Lehrerin, Hartwig Hesse-Str. 21, ✉ 5: [480, 1510, 775, 1526]
directory-entry: — J. H. W., Cassirer, Schützenhof 40, ✉ 36: [480, 280, 741, 296]
directory-entry: — Jahn, Friedr., Hauptagentur der Karlsruher Lebens-Versicherung a. G. BCto: H. Fil. d. Dtsch. B., ☎ III, 1594, St. G., Langereihe 47/49, ✉ 5: [170, 1264, 464, 1330]
directory-entry: — Henry, ¹/F² A. Jahnke, Bremerreihe 21, ✉ 5: [1100, 247, 1382, 263]
column-4: [1100, 182, 1400, 1962]
directory-entry: — C. A. F., Hoheweide 14, ✉ 19: [170, 920, 364, 936]
directory-entry: — Friedr., Schneider, Lübeckerthor 1, ✉ 5: [790, 1527, 1051, 1543]
directory-entry: — Bernh., Maler, Schumannstr. 12a, ✉ 21: [790, 969, 1048, 985]
directory-entry: — J. C. F., Vice, Böhmkenstr. 19, Hths., ✉ 9: [1100, 411, 1365, 427]
directory-entry: — Aug., Schreiber, Ludwigstr. 2, ✉ 6: [480, 920, 707, 936]
directory-entry: — J., Bahnbeamter, Eimsb. Chaussee 15, ✉ 19: [480, 1396, 765, 1412]
directory-entry: — C., Stresowstr. 24b, Hths., ✉ 27: [790, 1002, 1003, 1018]
directory-entry: — Louis, Vice, Sierichstr. 103, ✉ 20: [1100, 526, 1320, 542]
directory-entry: — Johs., Malermstr., neust. Neuerweg 3, ✉ 9: [1100, 1445, 1378, 1461]
directory-entry: — Ludw., Lagerist, Lübeckerstr. 103/105, H. 1, ✉ 24: [1100, 575, 1390, 608]
directory-entry: — A. Sophienallee 40, H. C, ✉ 19: [790, 838, 995, 854]
directory-entry: — Carl, Viehhdlr., ☎ II, 638, Lagerstrasse 23, ✉ 6: [480, 969, 779, 1001]
directory-entry: — C., Ober-Postsecretär, Grevenweg 8, ✉ 35: [170, 838, 445, 854]
directory-entry: — Wwe., C. A., Mansteinstr. 10/12, ✉ 30: [480, 1084, 729, 1100]
directory-entry: — Ludw., Arbtr., Geibelstr. 16, ✉ 21: [1100, 608, 1320, 624]
directory-entry: ⊙ N. W. Jahncke, IR, Commissionsgeschäft, BCto: H. Fil. d. Dtsch. B., Bst. v. Pf. 27, im Anbau, ¹/F² Jahnckerahm. ☎ I, 2384, kl. Reichenstr. 20, ✉ 36, Inh: N. W. u. J. G. Jahncke. Siehe auch Geschäfts- und Berufszweige (III) unter: Agentur u. Commission: [790, 198, 1089, 330]
directory-entry: — Emil, Schuhm.-Mstr., Nagelsweg 41, ✉ 15: [170, 1051, 446, 1067]
directory-entry: — Detlef, Quickbornstr. 5, ✉ 30: [170, 953, 365, 969]
directory-entry: — E. F. R., Buchhalter, am Markt 8, H. 1, ✉ 22: [170, 1199, 457, 1215]
directory-entry: Jahnke, Heinr., Lehrer, Borstelmannsweg 32, ✉ 26: [1100, 182, 1393, 214]
directory-entry: — Frau M., Brothandlg., Rellingerstr. 5, ✉ 19: [480, 1494, 760, 1510]
directory-entry: — H., Maler, Altonaerstr. 42, H. 9, ✉ 6: [170, 1560, 407, 1576]
directory-entry: — F., Maschinist, Hufnerstr. 55, H. 4, ✉ 33: [480, 1149, 744, 1165]
